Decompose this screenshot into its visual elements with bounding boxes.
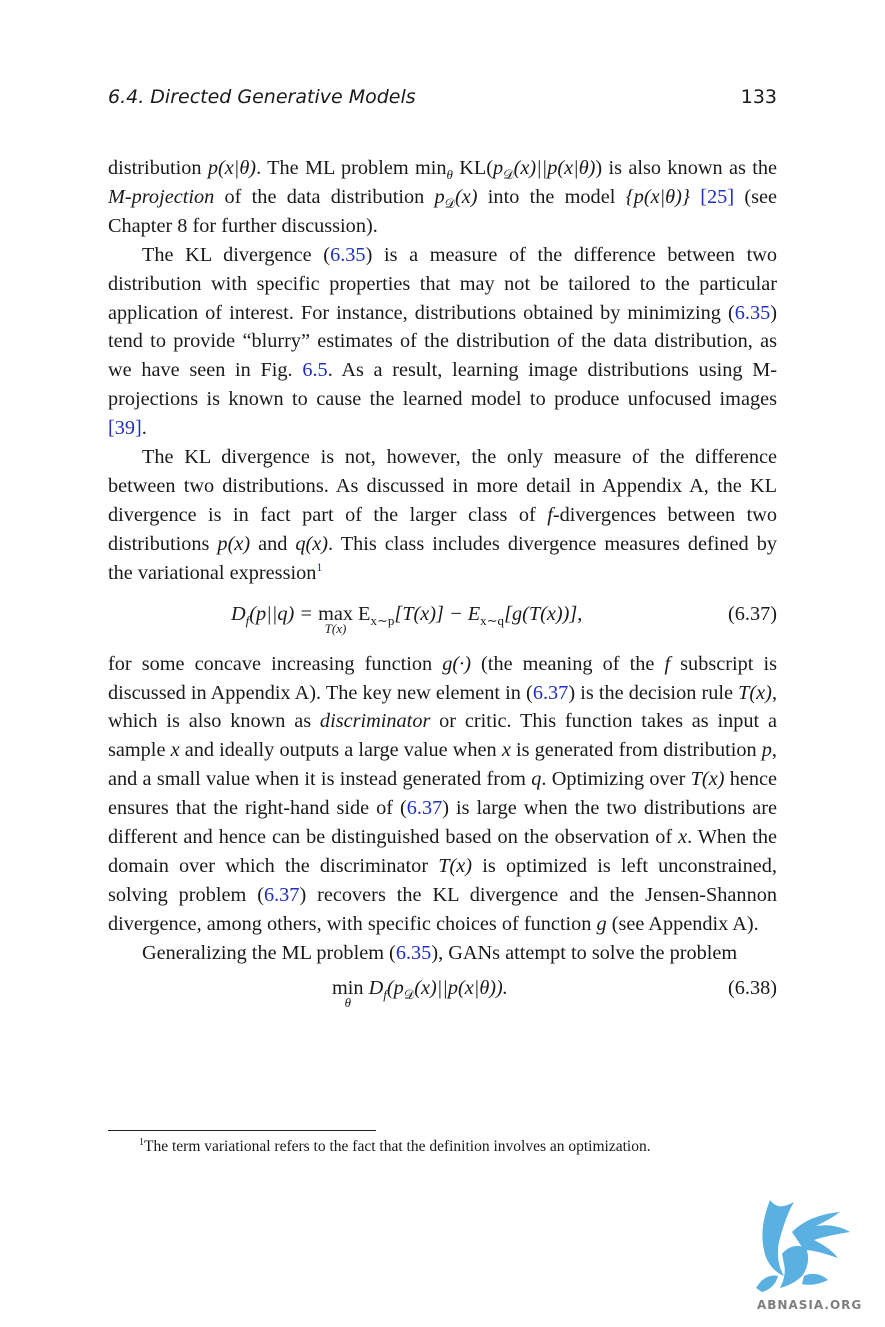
page-number: 133 [740,86,777,108]
main-text [108,154,777,1020]
running-header [108,86,777,112]
paragraph-4: for some concave increasing function g(·) (the meaning of the f subscript is discussed in Appendix A). The key new element in (6.37) is the decision rule T(x), which is also known as discriminator or critic. This function takes as input a sample x and ideally outputs a large value when x is generated from distribution p, and a small value when it is instead generated from q. Optimizing over T(x) hence ensures that the right-hand side of (6.37) is large when the two distributions are different and hence can be distinguished based on the observation of x. When the domain over which the discriminator T(x) is optimized is left unconstrained, solving problem (6.37) recovers the KL divergence and the Jensen-Shannon divergence, among others, with specific choices of function g (see Appendix A). [108,652,778,935]
paragraph-2: The KL divergence (6.35) is a measure of the difference between two distribution with specific properties that may not be tailored to the particular application of interest. For instance, distributions obtained by minimizing (6.35) tend to provide “blurry” estimates of the distribution of the data distribution, as we have seen in Fig. 6.5. As a result, learning image distributions using M-projections is known to cause the learned model to produce unfocused images [39]. [108,243,777,440]
footnote-text: The term variational refers to the fact that the definition involves an optimization. [144,1138,651,1155]
citation-link[interactable]: [39] [108,417,142,440]
equation-body: $D_f(p||q) = \max$ T(x) $E_{x\sim p}[T(x)] - E_{x\sim q}[g(T(x))]$, [231,600,582,629]
equation-ref-link[interactable]: 6.37 [406,797,443,820]
equation-ref-link[interactable]: 6.35 [734,301,771,324]
min-operator: min θ [332,976,364,1010]
equation-ref-link[interactable]: 6.37 [263,883,300,906]
footnote-mark: 1 [139,1137,144,1148]
paragraph-3: The KL divergence is not, however, the only measure of the difference between two distributions. As discussed in more detail in Appendix A, the KL divergence is in fact part of the larger class of f-divergences between two distributions p(x) and q(x). This class includes divergence measures defined by the variational expression$^1$ [108,446,778,584]
max-operator: max T(x) [318,602,353,636]
citation-link[interactable]: [25] [700,185,735,208]
paragraph-1: distribution p(x|θ). The ML problem $\min_\theta KL(p_𝒟(x)||p(x|\theta))$ is also known as the M-projection of the data distribution $p_𝒟(x)$ into the model {p(x|θ)} [25] (see Chapter 8 for further discussion). [108,157,777,237]
equation-body: min θ $D_f(p_𝒟(x)||p(x|\theta))$. [332,974,508,1003]
section-title: 6.4. Directed Generative Models [108,86,416,108]
equation-number: (6.37) [728,602,777,625]
footnote [108,1136,777,1158]
equation-number: (6.38) [728,976,777,999]
equation-ref-link[interactable]: 6.37 [532,681,569,704]
footnote-ref-link[interactable]: 1 [316,559,323,574]
paragraph-5: Generalizing the ML problem (6.35), GANs attempt to solve the problem [142,941,738,964]
equation-ref-link[interactable]: 6.35 [395,941,432,964]
equation-ref-link[interactable]: 6.35 [330,243,366,266]
equation-6-38 [108,968,777,1020]
figure-ref-link[interactable]: 6.5 [302,359,328,382]
footnote-divider [108,1130,376,1131]
equation-6-37 [108,588,777,650]
watermark-text: ABNASIA.ORG [757,1298,863,1312]
griffin-logo-icon [748,1192,858,1298]
